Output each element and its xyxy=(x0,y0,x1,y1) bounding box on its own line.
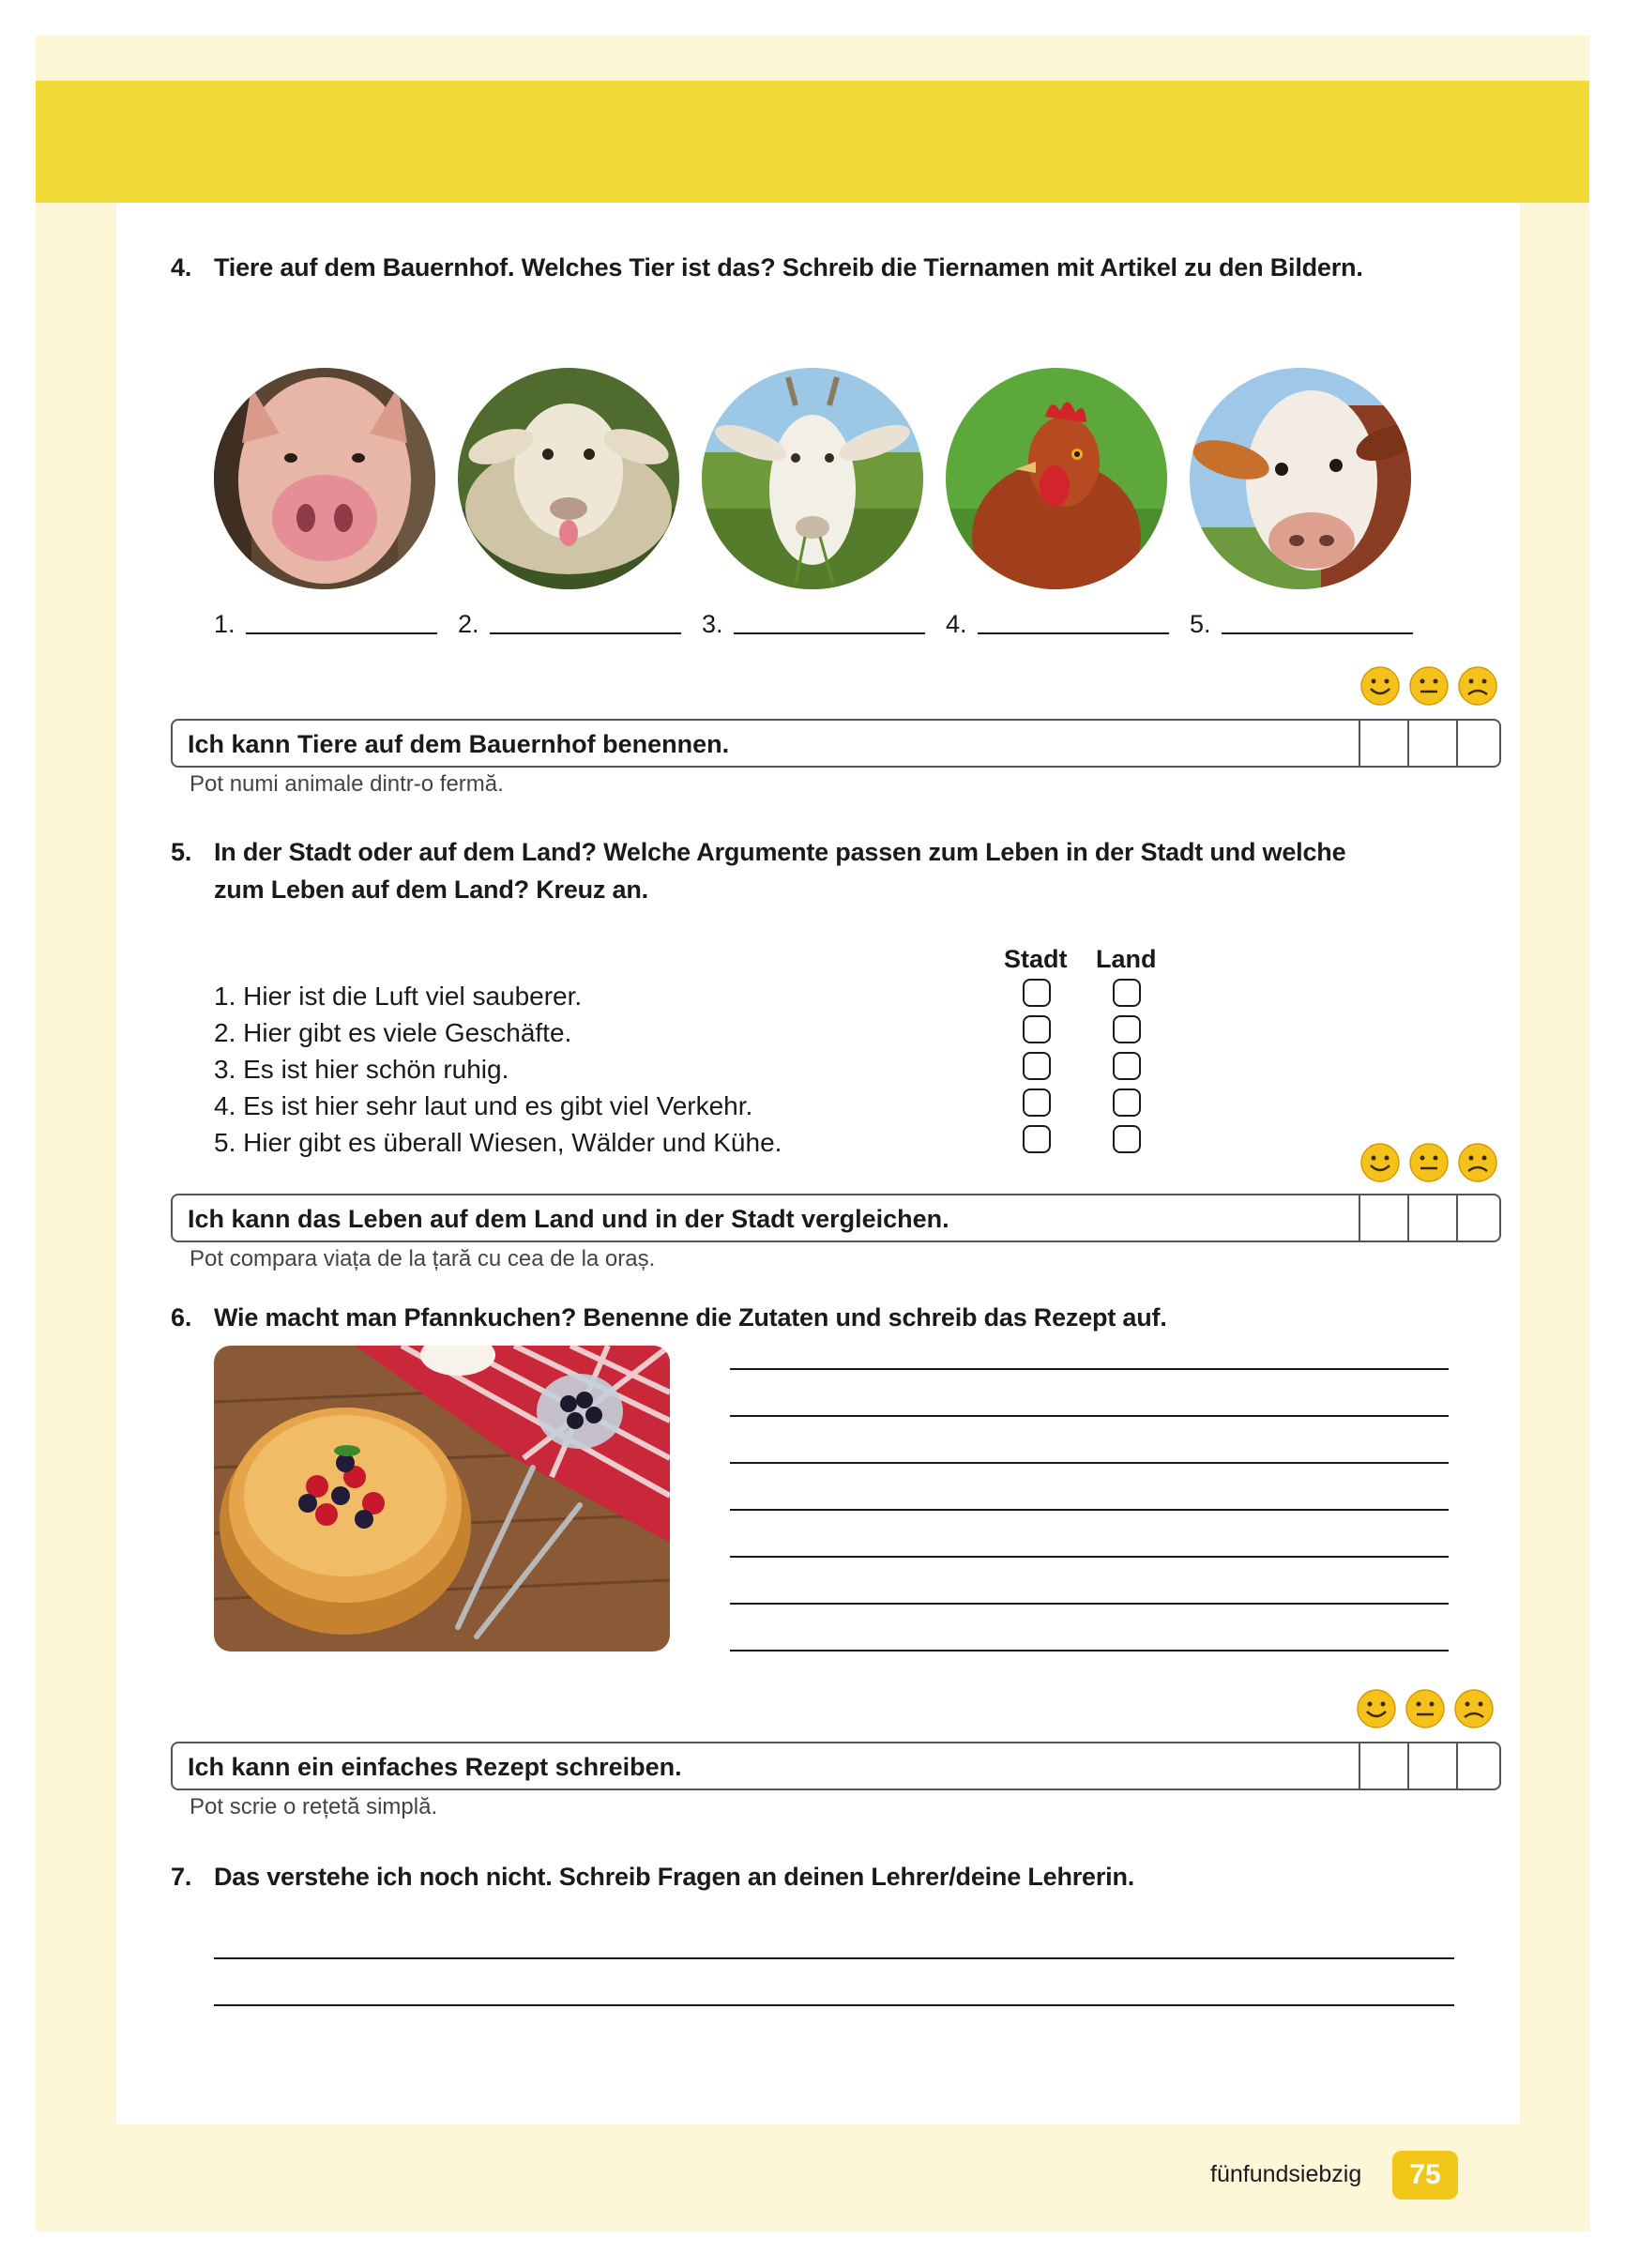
blank-label-5: 5. xyxy=(1190,610,1211,638)
recipe-line-6[interactable] xyxy=(730,1603,1449,1605)
recipe-line-3[interactable] xyxy=(730,1462,1449,1464)
can-do-box-task5 xyxy=(171,1194,1501,1242)
rating-cell-divider xyxy=(1407,1195,1409,1241)
page-number-badge: 75 xyxy=(1392,2151,1458,2200)
task7-title xyxy=(171,1858,1135,1895)
statement-3: 3. Es ist hier schön ruhig. xyxy=(214,1055,509,1084)
task7-number: 7. xyxy=(171,1863,192,1891)
task6-title-text: Wie macht man Pfannkuchen? Benenne die Zutaten und schreib das Rezept auf. xyxy=(214,1303,1167,1332)
recipe-line-1[interactable] xyxy=(730,1368,1449,1370)
question-line-1[interactable] xyxy=(214,1957,1454,1959)
self-assessment-smileys xyxy=(1355,1686,1496,1729)
checkbox-city-5[interactable] xyxy=(1023,1125,1051,1153)
blank-label-2: 2. xyxy=(458,610,479,638)
checkbox-country-1[interactable] xyxy=(1113,979,1141,1007)
recipe-line-5[interactable] xyxy=(730,1556,1449,1558)
neutral-face-icon[interactable] xyxy=(1407,1140,1450,1183)
answer-line-5[interactable] xyxy=(1222,632,1413,634)
checkbox-country-4[interactable] xyxy=(1113,1088,1141,1117)
column-header-city: Stadt xyxy=(1004,945,1068,973)
rating-cell-divider xyxy=(1407,721,1409,766)
can-do-translation: Pot scrie o rețetă simplă. xyxy=(190,1794,438,1819)
can-do-text: Ich kann Tiere auf dem Bauernhof benennen. xyxy=(188,730,730,758)
recipe-line-4[interactable] xyxy=(730,1509,1449,1511)
happy-face-icon[interactable] xyxy=(1359,663,1402,707)
sad-face-icon[interactable] xyxy=(1456,1140,1499,1183)
self-assessment-smileys xyxy=(1359,663,1499,707)
rating-cell-divider xyxy=(1407,1743,1409,1789)
task5-title-line2: zum Leben auf dem Land? Kreuz an. xyxy=(214,875,648,904)
checkbox-city-1[interactable] xyxy=(1023,979,1051,1007)
blank-label-1: 1. xyxy=(214,610,235,638)
statement-2: 2. Hier gibt es viele Geschäfte. xyxy=(214,1018,572,1047)
neutral-face-icon[interactable] xyxy=(1404,1686,1447,1729)
goat-photo xyxy=(702,368,923,589)
blank-label-3: 3. xyxy=(702,610,723,638)
checkbox-city-3[interactable] xyxy=(1023,1052,1051,1080)
page-number-word: fünfundsiebzig xyxy=(1210,2161,1362,2187)
task5-title-line1: In der Stadt oder auf dem Land? Welche Argumente passen zum Leben in der Stadt und welche xyxy=(214,838,1346,866)
rating-cell-divider xyxy=(1456,1743,1458,1789)
recipe-line-7[interactable] xyxy=(730,1650,1449,1652)
answer-line-2[interactable] xyxy=(490,632,681,634)
pancakes-photo xyxy=(214,1346,670,1652)
blank-label-4: 4. xyxy=(946,610,967,638)
checkbox-country-5[interactable] xyxy=(1113,1125,1141,1153)
happy-face-icon[interactable] xyxy=(1355,1686,1398,1729)
sad-face-icon[interactable] xyxy=(1456,663,1499,707)
checkbox-country-2[interactable] xyxy=(1113,1015,1141,1043)
task4-title xyxy=(171,249,1363,286)
answer-line-3[interactable] xyxy=(734,632,925,634)
recipe-line-2[interactable] xyxy=(730,1415,1449,1417)
task4-title-text: Tiere auf dem Bauernhof. Welches Tier ist das? Schreib die Tiernamen mit Artikel zu den Bildern. xyxy=(214,253,1363,282)
can-do-text: Ich kann ein einfaches Rezept schreiben. xyxy=(188,1753,682,1781)
self-assessment-smileys xyxy=(1359,1140,1499,1183)
answer-line-1[interactable] xyxy=(246,632,437,634)
checkbox-city-4[interactable] xyxy=(1023,1088,1051,1117)
task4-number: 4. xyxy=(171,253,192,282)
task6-title xyxy=(171,1299,1167,1336)
task6-number: 6. xyxy=(171,1303,192,1332)
rating-cell-divider xyxy=(1359,1743,1360,1789)
answer-line-4[interactable] xyxy=(978,632,1169,634)
can-do-box-task6 xyxy=(171,1742,1501,1790)
header-band xyxy=(36,81,1589,203)
statement-4: 4. Es ist hier sehr laut und es gibt viel Verkehr. xyxy=(214,1091,753,1120)
pig-photo xyxy=(214,368,435,589)
hen-photo xyxy=(946,368,1167,589)
can-do-text: Ich kann das Leben auf dem Land und in der Stadt vergleichen. xyxy=(188,1205,949,1233)
sheep-photo xyxy=(458,368,679,589)
happy-face-icon[interactable] xyxy=(1359,1140,1402,1183)
rating-cell-divider xyxy=(1359,1195,1360,1241)
rating-cell-divider xyxy=(1456,721,1458,766)
checkbox-country-3[interactable] xyxy=(1113,1052,1141,1080)
statement-1: 1. Hier ist die Luft viel sauberer. xyxy=(214,982,583,1011)
neutral-face-icon[interactable] xyxy=(1407,663,1450,707)
question-line-2[interactable] xyxy=(214,2004,1454,2006)
rating-cell-divider xyxy=(1359,721,1360,766)
column-header-country: Land xyxy=(1096,945,1157,973)
task5-number: 5. xyxy=(171,838,192,866)
cow-photo xyxy=(1190,368,1411,589)
task5-title xyxy=(171,833,1346,871)
sad-face-icon[interactable] xyxy=(1452,1686,1496,1729)
task7-title-text: Das verstehe ich noch nicht. Schreib Fragen an deinen Lehrer/deine Lehrerin. xyxy=(214,1863,1135,1891)
can-do-translation: Pot numi animale dintr-o fermă. xyxy=(190,771,504,797)
can-do-box-task4 xyxy=(171,719,1501,768)
can-do-translation: Pot compara viața de la țară cu cea de la oraș. xyxy=(190,1246,656,1271)
checkbox-city-2[interactable] xyxy=(1023,1015,1051,1043)
statement-5: 5. Hier gibt es überall Wiesen, Wälder und Kühe. xyxy=(214,1128,782,1157)
rating-cell-divider xyxy=(1456,1195,1458,1241)
